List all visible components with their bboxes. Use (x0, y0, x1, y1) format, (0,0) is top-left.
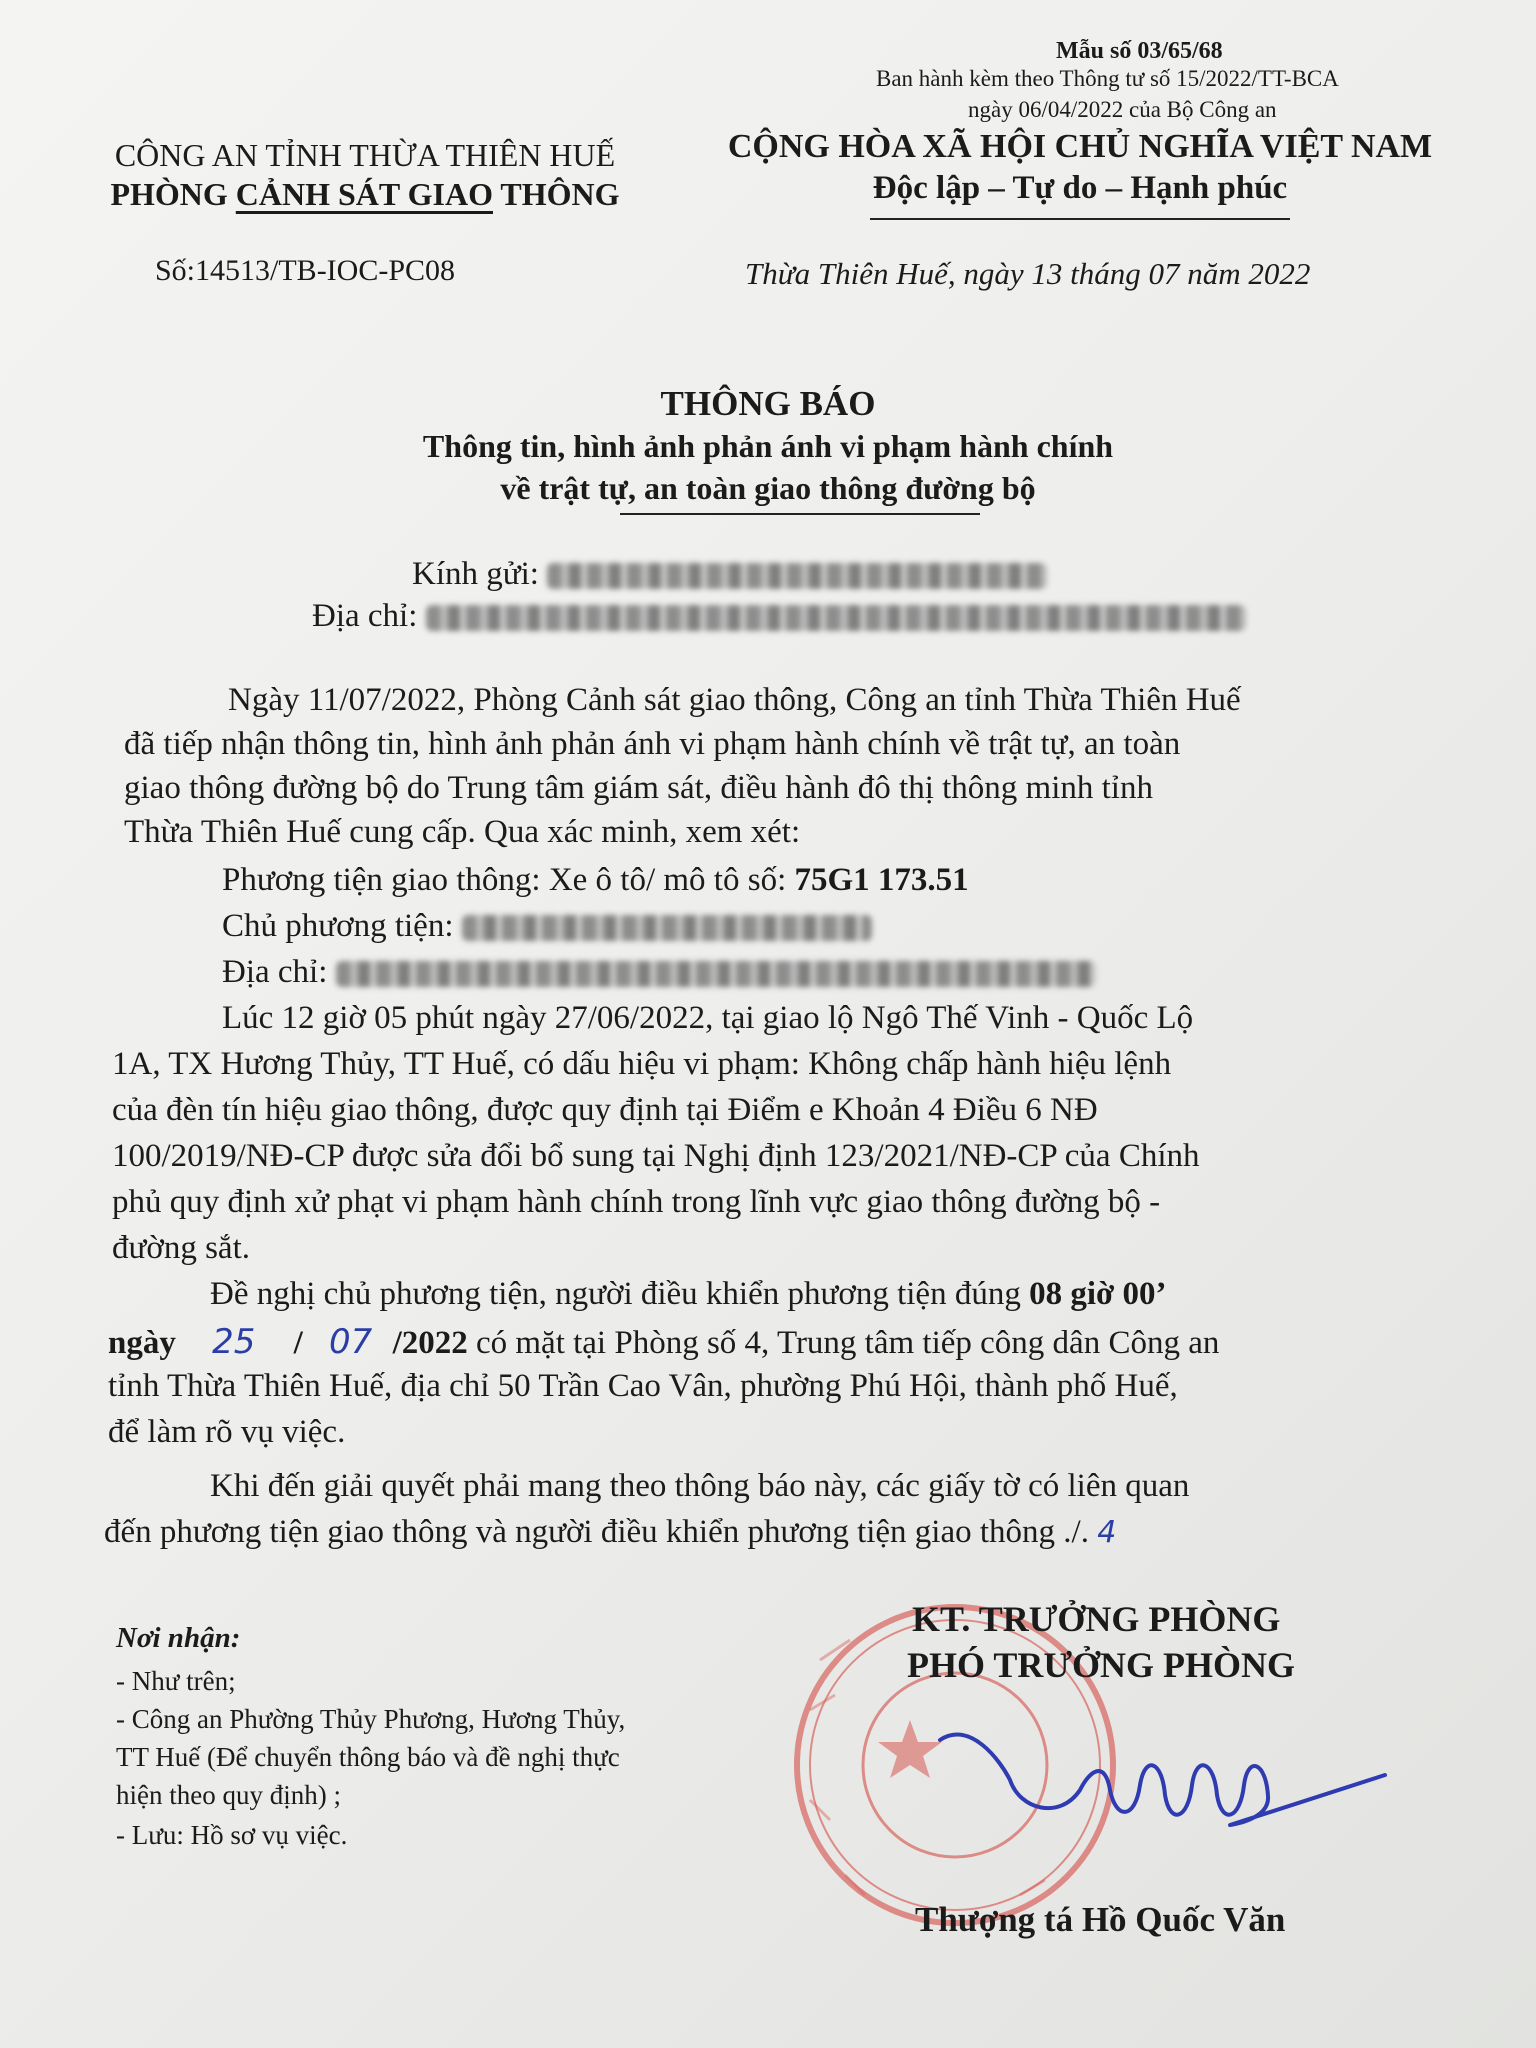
recipients-heading: Nơi nhận: (116, 1622, 241, 1654)
owner-label: Chủ phương tiện: (222, 908, 454, 944)
agency-parent: CÔNG AN TỈNH THỪA THIÊN HUẾ (114, 137, 616, 173)
owner-address-label: Địa chỉ: (222, 954, 328, 990)
owner-address-line (222, 954, 1096, 991)
document-subtitle-2: về trật tự, an toàn giao thông đường bộ (500, 470, 1036, 506)
body-p2-line-6: đường sắt. (112, 1230, 250, 1266)
vehicle-plate: 75G1 173.51 (794, 862, 969, 898)
redacted-recipient-address (426, 605, 1246, 631)
recipients-item-5: - Lưu: Hồ sơ vụ việc. (116, 1820, 348, 1850)
form-number: Mẫu số 03/65/68 (1056, 38, 1223, 64)
agency-name-suffix: THÔNG (493, 176, 620, 212)
body-p2-line-4: 100/2019/NĐ-CP được sửa đổi bổ sung tại Nghị định 123/2021/NĐ-CP của Chính (112, 1138, 1200, 1174)
body-p4-line-1: Khi đến giải quyết phải mang theo thông báo này, các giấy tờ có liên quan (210, 1468, 1190, 1504)
body-p2-line-3: của đèn tín hiệu giao thông, được quy định tại Điểm e Khoản 4 Điều 6 NĐ (112, 1092, 1098, 1128)
issued-with-line-2: ngày 06/04/2022 của Bộ Công an (968, 97, 1277, 122)
document-subtitle-1: Thông tin, hình ảnh phản ánh vi phạm hành chính (422, 428, 1114, 464)
appointment-day-handwritten: 25 (212, 1322, 256, 1362)
redacted-recipient-name (547, 563, 1047, 589)
motto-underline (870, 218, 1290, 220)
recipient-line (412, 556, 1047, 593)
body-p1-line-4: Thừa Thiên Huế cung cấp. Qua xác minh, xem xét: (124, 814, 801, 850)
place-date: Thừa Thiên Huế, ngày 13 tháng 07 năm 2022 (745, 256, 1311, 291)
recipient-address-line (312, 598, 1246, 635)
recipients-item-3: TT Huế (Để chuyển thông báo và đề nghị thực (116, 1742, 620, 1772)
body-p1-line-1: Ngày 11/07/2022, Phòng Cảnh sát giao thông, Công an tỉnh Thừa Thiên Huế (228, 682, 1241, 718)
document-number: Số:14513/TB-IOC-PC08 (155, 254, 456, 287)
signer-name: Thượng tá Hồ Quốc Văn (915, 1900, 1286, 1939)
body-p3-line-3: tỉnh Thừa Thiên Huế, địa chỉ 50 Trần Cao Vân, phường Phú Hội, thành phố Huế, (108, 1368, 1178, 1404)
date-slash: / (293, 1325, 303, 1361)
redacted-owner-address (336, 961, 1096, 987)
appointment-year: /2022 (392, 1325, 468, 1361)
body-p3-line-1-text: Đề nghị chủ phương tiện, người điều khiển phương tiện đúng (210, 1276, 1030, 1312)
body-p2-line-1: Lúc 12 giờ 05 phút ngày 27/06/2022, tại giao lộ Ngô Thế Vinh - Quốc Lộ (222, 1000, 1194, 1036)
appointment-month-handwritten: 07 (329, 1322, 373, 1362)
redacted-owner-name (462, 915, 872, 941)
recipients-item-2: - Công an Phường Thủy Phương, Hương Thủy, (116, 1704, 626, 1734)
body-p4-line-2-text: đến phương tiện giao thông và người điều khiển phương tiện giao thông ./. (104, 1514, 1089, 1550)
agency-name-underlined: CẢNH SÁT GIAO (235, 176, 493, 212)
appointment-day-label: ngày (108, 1325, 176, 1361)
body-p2-line-5: phủ quy định xử phạt vi phạm hành chính trong lĩnh vực giao thông đường bộ - (112, 1184, 1161, 1220)
body-p1-line-2: đã tiếp nhận thông tin, hình ảnh phản ánh vi phạm hành chính về trật tự, an toàn (124, 726, 1181, 762)
agency-name-prefix: PHÒNG (110, 176, 236, 212)
signature-title-1: KT. TRƯỞNG PHÒNG (912, 1599, 1281, 1639)
body-p3-line-1 (210, 1276, 1167, 1313)
recipients-item-1: - Như trên; (116, 1666, 236, 1696)
body-p3-line-2 (108, 1322, 1219, 1362)
vehicle-line (222, 862, 969, 899)
signature-title-2: PHÓ TRƯỞNG PHÒNG (907, 1645, 1296, 1685)
document-title: THÔNG BÁO (660, 384, 876, 423)
vehicle-label: Phương tiện giao thông: Xe ô tô/ mô tô số: (222, 862, 795, 898)
handwritten-mark: 4 (1097, 1515, 1117, 1550)
agency-name (70, 176, 660, 213)
body-p1-line-3: giao thông đường bộ do Trung tâm giám sát, điều hành đô thị thông minh tỉnh (124, 770, 1153, 806)
recipient-address-label: Địa chỉ: (312, 598, 418, 634)
issued-with-line-1: Ban hành kèm theo Thông tư số 15/2022/TT-BCA (876, 66, 1339, 91)
body-p3-line-4: để làm rõ vụ việc. (108, 1414, 346, 1450)
body-p3-line-2-text: có mặt tại Phòng số 4, Trung tâm tiếp công dân Công an (467, 1325, 1220, 1361)
nation-title: CỘNG HÒA XÃ HỘI CHỦ NGHĨA VIỆT NAM (727, 128, 1433, 165)
body-p2-line-2: 1A, TX Hương Thủy, TT Huế, có dấu hiệu vi phạm: Không chấp hành hiệu lệnh (112, 1046, 1172, 1082)
body-p4-line-2 (104, 1514, 1116, 1551)
appointment-time: 08 giờ 00’ (1029, 1276, 1167, 1312)
owner-line (222, 908, 872, 945)
recipient-label: Kính gửi: (412, 556, 539, 592)
handwritten-signature (930, 1700, 1390, 1850)
nation-motto: Độc lập – Tự do – Hạnh phúc (872, 170, 1288, 206)
recipients-item-4: hiện theo quy định) ; (116, 1780, 341, 1810)
subtitle-underline (620, 513, 980, 515)
